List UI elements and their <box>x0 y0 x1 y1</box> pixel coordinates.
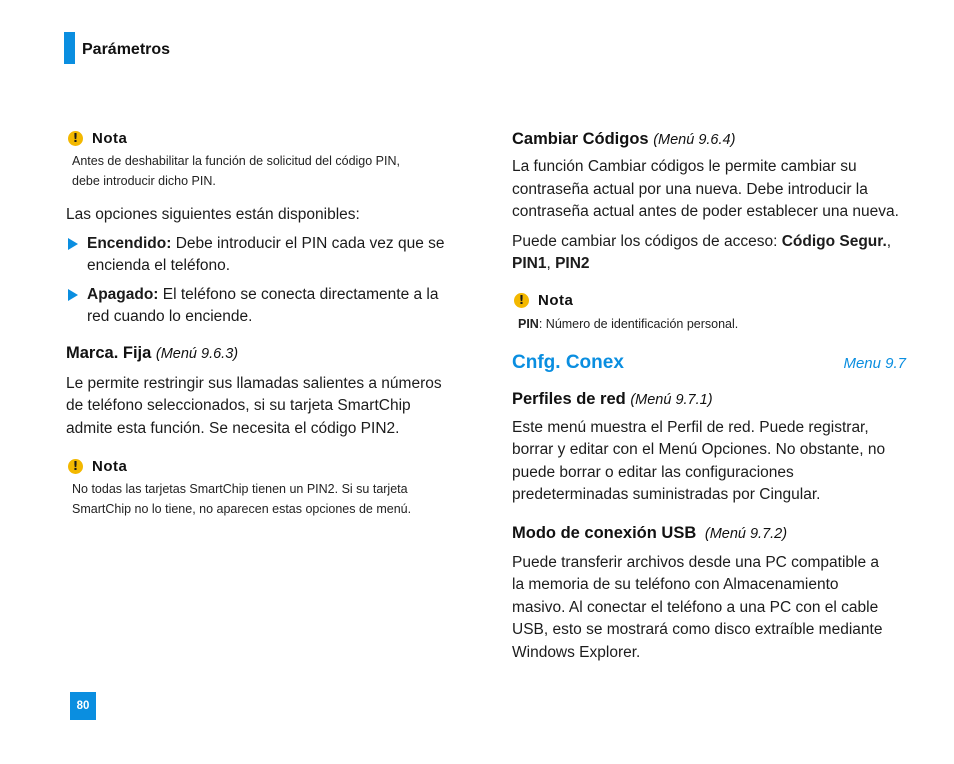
note-line: No todas las tarjetas SmartChip tienen un PIN2. Si su tarjeta <box>72 482 408 496</box>
note-line: debe introducir dicho PIN. <box>72 174 216 188</box>
page-header-title: Parámetros <box>82 41 171 58</box>
text-line: admite esta función. Se necesita el código PIN2. <box>66 419 400 437</box>
heading-text: Marca. Fija <box>66 343 152 362</box>
section-heading-marca <box>66 342 466 365</box>
exclamation-icon: ! <box>68 459 83 474</box>
note-heading <box>68 128 466 148</box>
bullet-term: Apagado: <box>87 285 159 303</box>
paragraph-codes <box>512 231 908 276</box>
menu-reference: (Menú 9.7.2) <box>704 525 788 542</box>
section-name: Cnfg. Conex <box>512 351 624 373</box>
code-term: PIN2 <box>555 255 590 272</box>
page-number: 80 <box>70 692 96 720</box>
bullet-desc: Debe introducir el PIN cada vez que se <box>171 234 445 252</box>
heading-text: Cambiar Códigos <box>512 130 649 148</box>
menu-reference: (Menú 9.7.1) <box>630 391 713 408</box>
note-body <box>72 479 466 519</box>
text-line: borrar y editar con el Menú Opciones. No obstante, no <box>512 441 886 458</box>
bullet-desc: El teléfono se conecta directamente a la <box>158 285 439 303</box>
code-term: PIN1 <box>512 255 547 272</box>
section-title-row <box>512 352 908 374</box>
menu-reference: (Menú 9.6.4) <box>653 132 736 148</box>
text-line: contraseña actual antes de poder establecer una nueva. <box>512 203 899 220</box>
heading-text: Perfiles de red <box>512 389 626 408</box>
note-line: SmartChip no lo tiene, no aparecen estas opciones de menú. <box>72 502 412 516</box>
note-title: Nota <box>92 129 128 147</box>
text-line: la memoria de su teléfono con Almacenamiento <box>512 576 839 593</box>
text-line: USB, esto se mostrará como disco extraíble mediante <box>512 621 883 638</box>
exclamation-icon: ! <box>514 293 529 308</box>
text-line: Este menú muestra el Perfil de red. Puede registrar, <box>512 418 869 436</box>
paragraph-usb <box>512 552 908 665</box>
note-heading <box>68 456 466 476</box>
text-segment: Puede cambiar los códigos de acceso: <box>512 232 782 250</box>
bullet-triangle-icon <box>68 289 78 301</box>
options-intro: Las opciones siguientes están disponibles: <box>66 206 360 223</box>
text-line: Puede transferir archivos desde una PC compatible a <box>512 553 880 571</box>
note-title: Nota <box>538 292 574 309</box>
text-line: Le permite restringir sus llamadas salientes a números <box>66 374 442 392</box>
text-line: predeterminadas suministradas por Cingular. <box>512 486 821 503</box>
text-line: de teléfono seleccionados, si su tarjeta SmartChip <box>66 397 411 414</box>
code-term: Código Segur. <box>781 232 887 250</box>
heading-text: Modo de conexión USB <box>512 523 697 542</box>
text-line: masivo. Al conectar el teléfono a una PC con el cable <box>512 598 879 616</box>
bullet-text <box>87 233 445 278</box>
bullet-term: Encendido: <box>87 234 172 252</box>
note-body <box>518 314 908 334</box>
section-menu-reference: Menu 9.7 <box>843 354 906 372</box>
section-heading-cambiar <box>512 128 908 151</box>
note-body <box>72 151 466 191</box>
note-term: PIN <box>518 316 539 331</box>
section-heading-usb <box>512 522 908 545</box>
note-title: Nota <box>92 457 128 475</box>
paragraph-cambiar <box>512 156 908 224</box>
bullet-item <box>66 233 466 278</box>
text-line: contraseña actual por una nueva. Debe introducir la <box>512 180 868 198</box>
bullet-text <box>87 284 439 329</box>
paragraph-marca <box>66 373 466 441</box>
text-segment: , <box>546 255 556 272</box>
text-line: La función Cambiar códigos le permite cambiar su <box>512 158 857 175</box>
left-column <box>66 128 466 519</box>
text-line: puede borrar o editar las configuraciones <box>512 463 794 481</box>
header-accent-bar <box>64 32 75 64</box>
bullet-triangle-icon <box>68 238 78 250</box>
bullet-item <box>66 284 466 329</box>
exclamation-icon: ! <box>68 131 83 146</box>
menu-reference: (Menú 9.6.3) <box>155 345 239 362</box>
bullet-desc: encienda el teléfono. <box>87 257 231 274</box>
text-segment: , <box>886 232 892 250</box>
text-line: Windows Explorer. <box>512 643 641 661</box>
right-column <box>512 128 908 664</box>
note-heading <box>514 291 908 311</box>
note-line: Antes de deshabilitar la función de solicitud del código PIN, <box>72 154 400 168</box>
paragraph-perfiles <box>512 417 908 507</box>
bullet-desc: red cuando lo enciende. <box>87 308 253 325</box>
section-heading-perfiles <box>512 388 908 411</box>
note-text: : Número de identificación personal. <box>538 316 739 331</box>
